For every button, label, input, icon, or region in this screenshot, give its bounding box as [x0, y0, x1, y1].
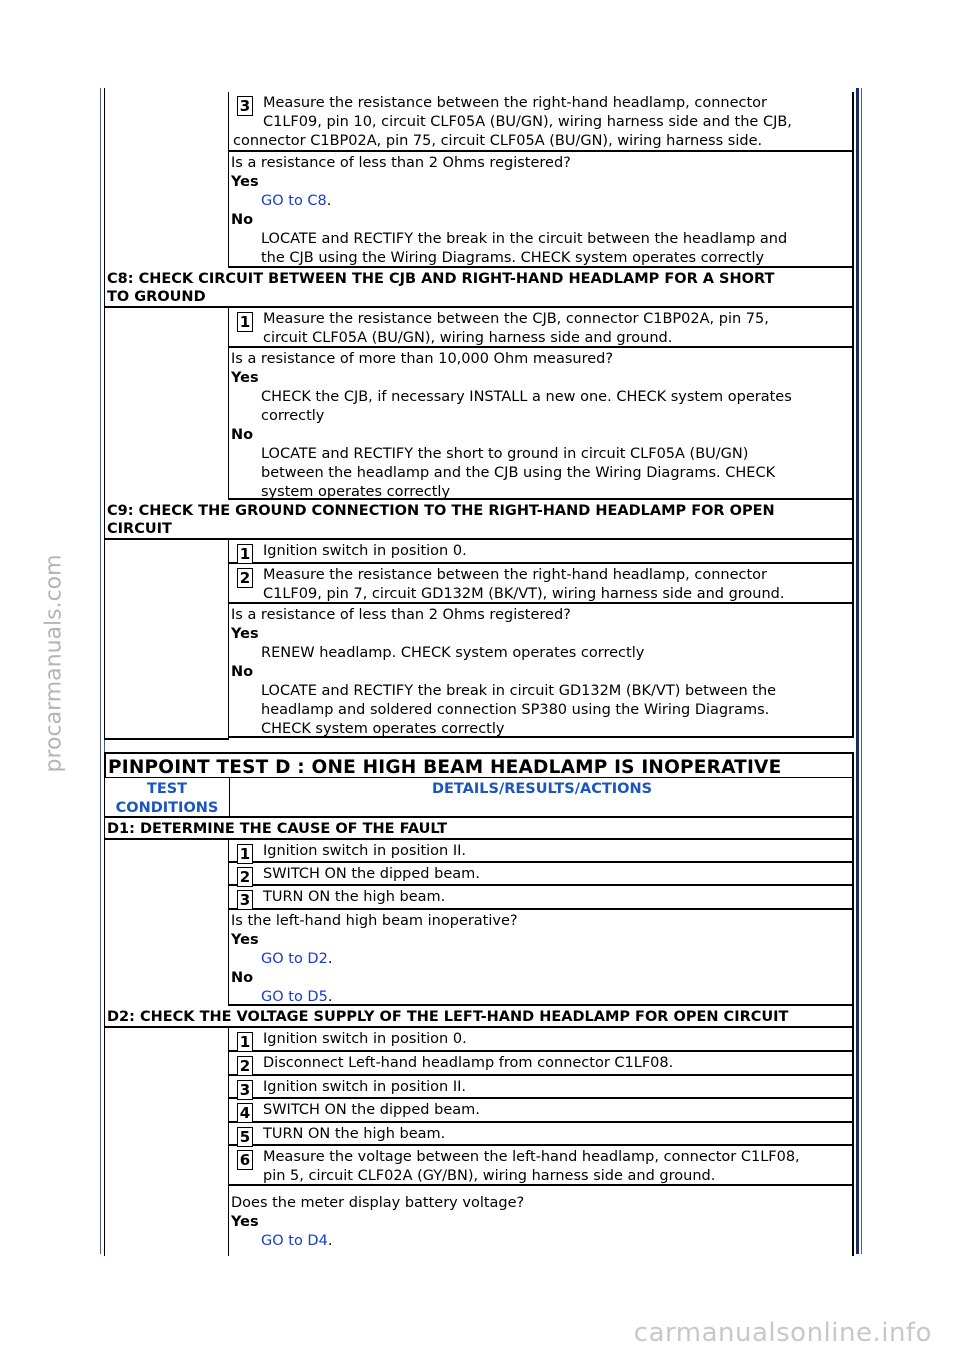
column-header-test-conditions: TEST — [146, 781, 188, 797]
no-action-text: LOCATE and RECTIFY the break in the circuit between the headlamp and — [261, 231, 788, 247]
step-text: pin 5, circuit CLF02A (GY/BN), wiring harness side and ground. — [263, 1168, 716, 1184]
question-text: Does the meter display battery voltage? — [231, 1195, 525, 1211]
yes-label: Yes — [231, 932, 259, 948]
step-text: TURN ON the high beam. — [263, 889, 446, 905]
c9-result: Is a resistance of less than 2 Ohms registered? Yes RENEW headlamp. CHECK system operates correctly No LOCATE and RECTIFY the break in circuit GD132M (BK/VT) between the headlamp and soldered connection SP380 using the Wiring Diagrams. CHECK system operates correctly — [228, 604, 854, 738]
no-label: No — [231, 212, 254, 228]
step-number: 3 — [237, 890, 253, 910]
no-label: No — [231, 664, 254, 680]
step-number: 2 — [237, 1056, 253, 1076]
test-d-column-header: TEST CONDITIONS DETAILS/RESULTS/ACTIONS — [104, 778, 854, 818]
pinpoint-test-d-title: PINPOINT TEST D : ONE HIGH BEAM HEADLAMP IS INOPERATIVE — [104, 752, 854, 778]
page-frame-right-inner — [861, 88, 862, 1254]
step-text: Measure the resistance between the right-hand headlamp, connector — [263, 567, 767, 583]
step-text: Ignition switch in position II. — [263, 843, 467, 859]
step-text: SWITCH ON the dipped beam. — [263, 1102, 480, 1118]
section-c9-title: C9: CHECK THE GROUND CONNECTION TO THE RIGHT-HAND HEADLAMP FOR OPEN CIRCUIT — [104, 500, 854, 540]
c9-step-1 — [228, 540, 854, 564]
question-text: Is the left-hand high beam inoperative? — [231, 913, 518, 929]
step-number: 1 — [237, 312, 253, 332]
d2-step-4 — [228, 1099, 854, 1123]
no-action-text: the CJB using the Wiring Diagrams. CHECK system operates correctly — [261, 250, 765, 266]
yes-label: Yes — [231, 1214, 259, 1230]
go-to-c8-link[interactable]: GO to C8 — [261, 193, 327, 209]
step-text: SWITCH ON the dipped beam. — [263, 866, 480, 882]
question-text: Is a resistance of less than 2 Ohms registered? — [231, 155, 571, 171]
step-text: connector C1BP02A, pin 75, circuit CLF05A (BU/GN), wiring harness side. — [233, 133, 763, 149]
step-text: C1LF09, pin 7, circuit GD132M (BK/VT), wiring harness side and ground. — [263, 586, 785, 602]
d2-step-6 — [228, 1146, 854, 1186]
yes-label: Yes — [231, 370, 259, 386]
yes-label: Yes — [231, 174, 259, 190]
step-number: 3 — [237, 96, 253, 116]
page-frame-right-outer — [856, 88, 859, 1254]
test-conditions-column-c — [104, 88, 229, 740]
question-text: Is a resistance of less than 2 Ohms registered? — [231, 607, 571, 623]
step-text: Measure the resistance between the CJB, connector C1BP02A, pin 75, — [263, 311, 769, 327]
section-d2-title: D2: CHECK THE VOLTAGE SUPPLY OF THE LEFT-HAND HEADLAMP FOR OPEN CIRCUIT — [104, 1006, 854, 1028]
step-text: Ignition switch in position 0. — [263, 1031, 467, 1047]
step-text: Measure the resistance between the right-hand headlamp, connector — [263, 95, 767, 111]
d1-step-3 — [228, 886, 854, 910]
step-text: Ignition switch in position 0. — [263, 543, 467, 559]
no-label: No — [231, 427, 254, 443]
question-text: Is a resistance of more than 10,000 Ohm measured? — [231, 351, 614, 367]
section-c8-title: C8: CHECK CIRCUIT BETWEEN THE CJB AND RIGHT-HAND HEADLAMP FOR A SHORT TO GROUND — [104, 268, 854, 308]
step-number: 2 — [237, 568, 253, 588]
step-number: 3 — [237, 1080, 253, 1100]
go-to-d5-link[interactable]: GO to D5 — [261, 989, 328, 1005]
step-text: circuit CLF05A (BU/GN), wiring harness side and ground. — [263, 330, 673, 346]
d1-step-2 — [228, 863, 854, 886]
c8-result: Is a resistance of more than 10,000 Ohm measured? Yes CHECK the CJB, if necessary INSTALL a new one. CHECK system operates correctly No LOCATE and RECTIFY the short to ground in circuit CLF05A (BU/GN) between the headlamp and the CJB using the Wiring Diagrams. CHECK system operates correctly — [228, 348, 854, 500]
step-number: 1 — [237, 544, 253, 564]
no-label: No — [231, 970, 254, 986]
step-text: Measure the voltage between the left-hand headlamp, connector C1LF08, — [263, 1149, 800, 1165]
c9-step-2 — [228, 564, 854, 604]
step-number: 1 — [237, 1032, 253, 1052]
d2-step-5 — [228, 1123, 854, 1146]
page-frame-left-outer — [100, 88, 101, 1254]
step-text: TURN ON the high beam. — [263, 1126, 446, 1142]
step-number: 4 — [237, 1103, 253, 1123]
section-d1-title: D1: DETERMINE THE CAUSE OF THE FAULT — [104, 818, 854, 840]
step-number: 1 — [237, 844, 253, 864]
step-text: Disconnect Left-hand headlamp from connector C1LF08. — [263, 1055, 674, 1071]
c7-result: Is a resistance of less than 2 Ohms registered? Yes GO to C8. No LOCATE and RECTIFY the break in the circuit between the headlamp and the CJB using the Wiring Diagrams. CHECK system operates correctly — [228, 152, 854, 268]
c7-step-3 — [228, 92, 854, 152]
d2-step-3 — [228, 1076, 854, 1099]
watermark-footer: carmanualsonline.info — [633, 1318, 932, 1348]
step-number: 5 — [237, 1127, 253, 1147]
d2-result: Does the meter display battery voltage? Yes GO to D4. — [228, 1186, 854, 1256]
step-number: 2 — [237, 867, 253, 887]
watermark-side: procarmanuals.com — [41, 554, 67, 773]
yes-label: Yes — [231, 626, 259, 642]
go-to-d2-link[interactable]: GO to D2 — [261, 951, 328, 967]
go-to-d4-link[interactable]: GO to D4 — [261, 1233, 328, 1249]
test-conditions-column-d — [104, 818, 229, 1256]
step-number: 6 — [237, 1150, 253, 1170]
c8-step-1 — [228, 308, 854, 348]
column-header-details: DETAILS/RESULTS/ACTIONS — [431, 781, 653, 797]
d2-step-1 — [228, 1028, 854, 1052]
d1-step-1 — [228, 840, 854, 863]
d2-step-2 — [228, 1052, 854, 1076]
d1-result: Is the left-hand high beam inoperative? Yes GO to D2. No GO to D5. — [228, 910, 854, 1006]
step-text: C1LF09, pin 10, circuit CLF05A (BU/GN), wiring harness side and the CJB, — [263, 114, 792, 130]
step-text: Ignition switch in position II. — [263, 1079, 467, 1095]
